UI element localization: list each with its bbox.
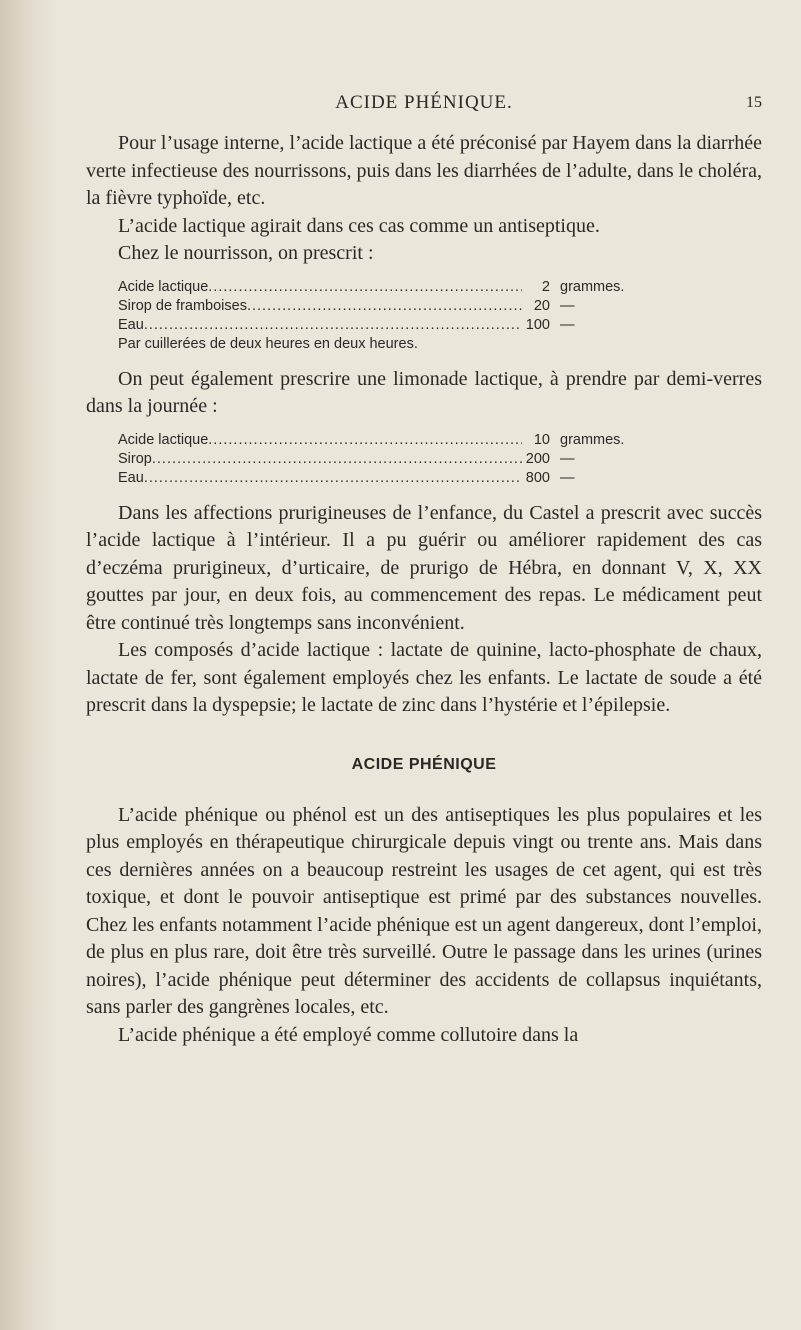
running-title: ACIDE PHÉNIQUE. [335, 92, 513, 113]
ingredient-unit: — [560, 316, 575, 333]
ingredient-quantity: 20 [533, 297, 550, 314]
ingredient-quantity: 10 [533, 431, 550, 448]
page-number: 15 [746, 94, 762, 111]
paragraph-1: Pour l’usage interne, l’acide lactique a été préconisé par Hayem dans la diarrhée verte infectieuse des nourrissons, puis dans les diarrhées de l’adulte, dans le choléra, la fièvre typhoïde, etc. [86, 132, 762, 209]
ingredient-unit: grammes. [560, 431, 625, 448]
leader-dots [144, 469, 522, 488]
prescription-row [118, 431, 638, 450]
ingredient-unit: — [560, 297, 575, 314]
prescription-row [118, 450, 638, 469]
ingredient-name: Acide lactique [118, 431, 209, 448]
paragraph-7: L’acide phénique ou phénol est un des antiseptiques les plus populaires et les plus employés en thérapeutique chirurgicale depuis vingt ou trente ans. Mais dans ces dernières années on a beaucoup restreint les usages de cet agent, qui est très toxique, et dont le pouvoir antiseptique est primé par des substances nouvelles. Chez les enfants notamment l’acide phénique est un agent dangereux, dont l’emploi, de plus en plus rare, doit être très surveillé. Outre le passage dans les urines (urines noires), l’acide phénique peut déterminer des accidents de collapsus inquiétants, sans parler des gangrènes locales, etc. [86, 803, 762, 1018]
ingredient-name: Acide lactique [118, 278, 209, 295]
leader-dots [208, 431, 522, 450]
prescription-2 [118, 431, 638, 488]
ingredient-quantity: 2 [541, 278, 550, 295]
leader-dots [152, 450, 522, 469]
paragraph-6: Les composés d’acide lactique : lactate de quinine, lacto-phosphate de chaux, lactate de fer, sont également employés chez les enfants. Le lactate de soude a été prescrit dans la dyspepsie; le lactate de zinc dans l’hystérie et l’épilepsie. [86, 639, 762, 716]
body-text [86, 130, 762, 1049]
paragraph-2: L’acide lactique agirait dans ces cas comme un antiseptique. [118, 214, 600, 237]
prescription-row [118, 297, 638, 316]
paragraph-5: Dans les affections prurigineuses de l’enfance, du Castel a prescrit avec succès l’acide lactique à l’intérieur. Il a pu guérir ou améliorer rapidement des cas d’eczéma prurigineux, d’urticaire, de prurigo de Hébra, en donnant V, X, XX gouttes par jour, en deux fois, au commencement des repas. Le médicament peut être continué très longtemps sans inconvénient. [86, 501, 762, 634]
ingredient-name: Eau [118, 316, 144, 333]
leader-dots [208, 278, 522, 297]
prescription-1 [118, 278, 638, 354]
ingredient-name: Eau [118, 469, 144, 486]
dosage-note: Par cuillerées de deux heures en deux heures. [118, 335, 418, 352]
prescription-row [118, 469, 638, 488]
ingredient-unit: — [560, 469, 575, 486]
ingredient-name: Sirop [118, 450, 152, 467]
ingredient-name: Sirop de framboises [118, 297, 247, 314]
paragraph-8: L’acide phénique a été employé comme collutoire dans la [118, 1023, 579, 1046]
ingredient-unit: — [560, 450, 575, 467]
ingredient-quantity: 800 [525, 469, 550, 486]
prescription-row [118, 278, 638, 297]
section-heading: ACIDE PHÉNIQUE [351, 755, 497, 773]
leader-dots [247, 297, 522, 316]
paragraph-4: On peut également prescrire une limonade lactique, à prendre par demi-verres dans la journée : [86, 367, 762, 417]
ingredient-unit: grammes. [560, 278, 625, 295]
running-head [86, 92, 762, 116]
leader-dots [144, 316, 522, 335]
page-edge-shadow [0, 0, 55, 1330]
ingredient-quantity: 100 [525, 316, 550, 333]
paragraph-3: Chez le nourrisson, on prescrit : [118, 242, 374, 264]
ingredient-quantity: 200 [525, 450, 550, 467]
prescription-row [118, 316, 638, 335]
book-page [86, 0, 762, 1330]
